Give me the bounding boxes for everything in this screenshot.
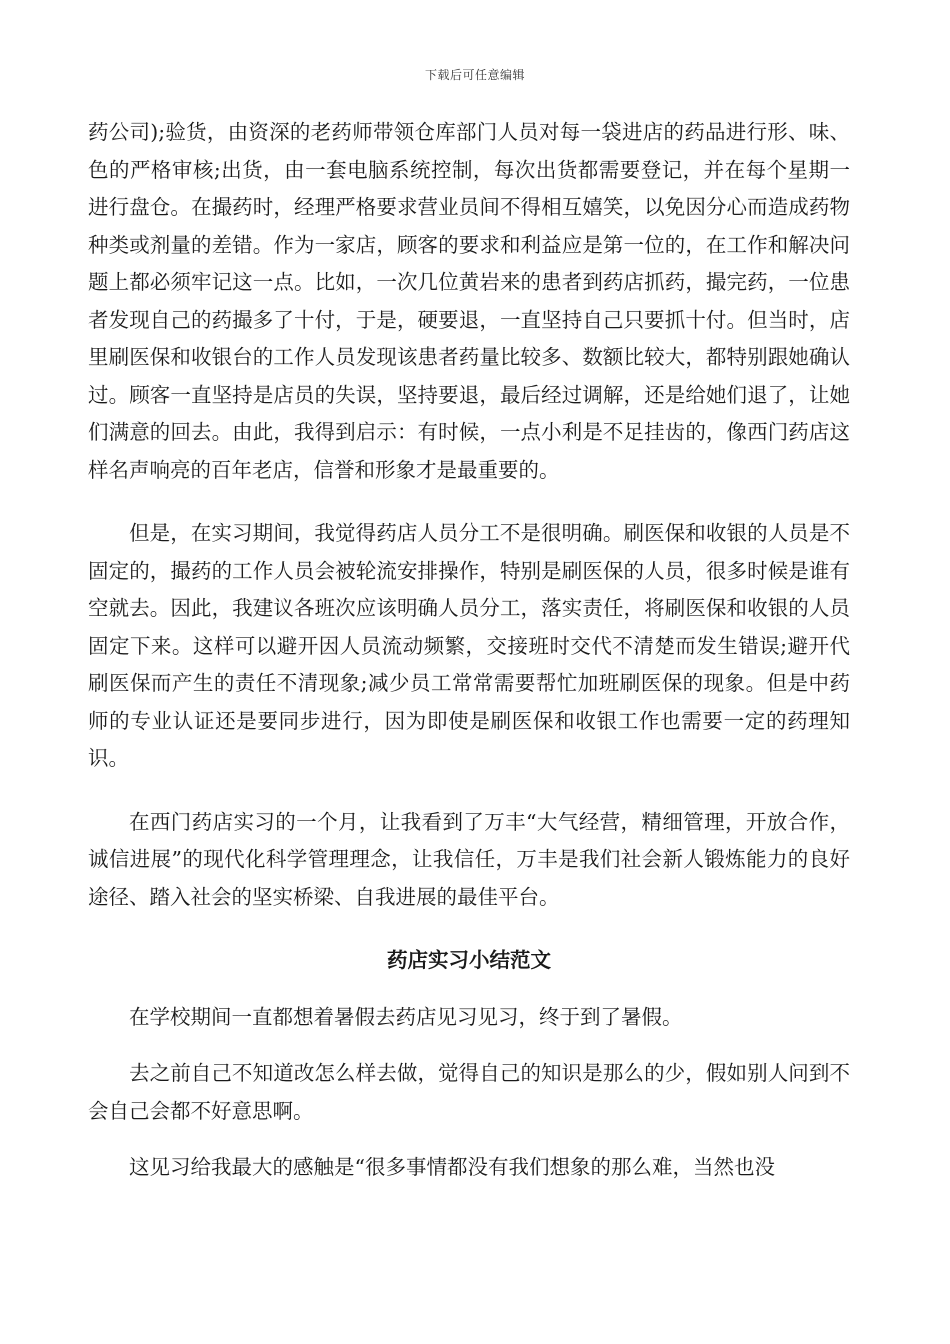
paragraph-3: 在西门药店实习的一个月，让我看到了万丰“大气经营，精细管理，开放合作，诚信进展”的现代化科学管理理念，让我信任，万丰是我们社会新人锻炼能力的良好途径、踏入社会的坚实桥梁、自我进展的最佳平台。	[88, 809, 850, 909]
paragraph-2: 但是，在实习期间，我觉得药店人员分工不是很明确。刷医保和收银的人员是不固定的，撮药的工作人员会被轮流安排操作，特别是刷医保的人员，很多时候是谁有空就去。因此，我建议各班次应该明确人员分工，落实责任，将刷医保和收银的人员固定下来。这样可以避开因人员流动频繁，交接班时交代不清楚而发生错误;避开代刷医保而产生的责任不清现象;减少员工常常需要帮忙加班刷医保的现象。但是中药师的专业认证还是要同步进行，因为即使是刷医保和收银工作也需要一定的药理知识。	[88, 521, 850, 770]
paragraph-4: 在学校期间一直都想着暑假去药店见习见习，终于到了暑假。	[129, 1004, 683, 1029]
header-note: 下载后可任意编辑	[424, 68, 525, 82]
section-title: 药店实习小结范文	[387, 948, 551, 972]
paragraph-5: 去之前自己不知道改怎么样去做，觉得自己的知识是那么的少，假如别人问到不会自己会都不好意思啊。	[88, 1061, 850, 1123]
paragraph-6: 这见习给我最大的感触是“很多事情都没有我们想象的那么难，当然也没	[129, 1155, 775, 1179]
document-body	[88, 114, 850, 1187]
paragraph-1: 药公司);验货，由资深的老药师带领仓库部门人员对每一袋进店的药品进行形、味、色的严格审核;出货，由一套电脑系统控制，每次出货都需要登记，并在每个星期一进行盘仓。在撮药时，经理严格要求营业员间不得相互嬉笑，以免因分心而造成药物种类或剂量的差错。作为一家店，顾客的要求和利益应是第一位的，在工作和解决问题上都必须牢记这一点。比如，一次几位黄岩来的患者到药店抓药，撮完药，一位患者发现自己的药撮多了十付，于是，硬要退，一直坚持自己只要抓十付。但当时，店里刷医保和收银台的工作人员发现该患者药量比较多、数额比较大，都特别跟她确认过。顾客一直坚持是店员的失误，坚持要退，最后经过调解，还是给她们退了，让她们满意的回去。由此，我得到启示：有时候，一点小利是不足挂齿的，像西门药店这样名声响亮的百年老店，信誉和形象才是最重要的。	[88, 120, 850, 482]
